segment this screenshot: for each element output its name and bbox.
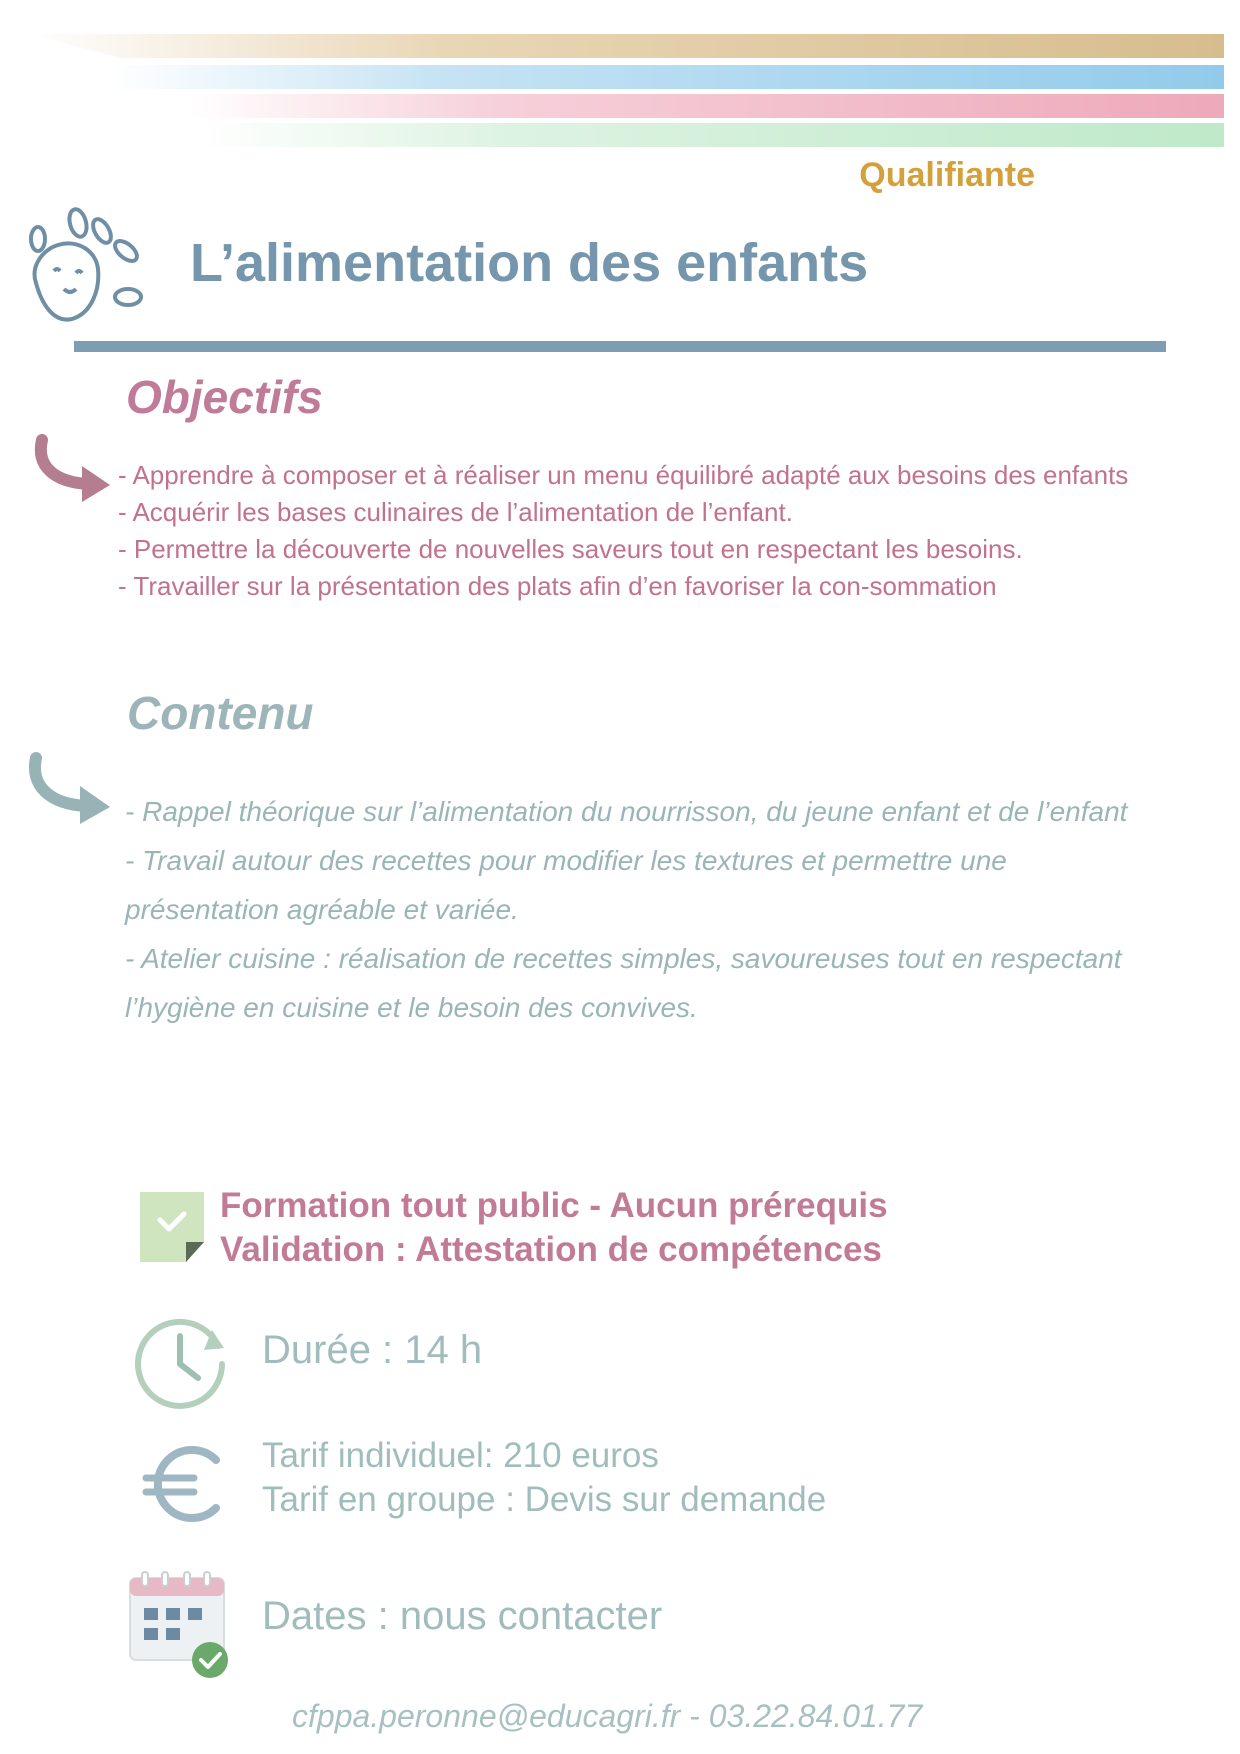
list-item: - Acquérir les bases culinaires de l’alimentation de l’enfant. [118, 497, 793, 527]
stripe-green [200, 123, 1224, 147]
arrow-pink-icon [34, 436, 114, 506]
section-heading-objectifs: Objectifs [126, 371, 323, 423]
euro-icon [142, 1444, 226, 1524]
group-price: Tarif en groupe : Devis sur demande [262, 1480, 827, 1519]
list-item: - Rappel théorique sur l’alimentation du nourrisson, du jeune enfant et de l’enfant [125, 796, 1128, 827]
arrow-grey-icon [30, 754, 114, 828]
section-heading-contenu: Contenu [127, 687, 314, 739]
duration-text: Durée : 14 h [262, 1328, 483, 1372]
page-title: L’alimentation des enfants [190, 233, 869, 293]
list-item: - Permettre la découverte de nouvelles saveurs tout en respectant les besoins. [118, 534, 1023, 564]
objectifs-list [118, 457, 1168, 605]
dates-text: Dates : nous contacter [262, 1594, 663, 1638]
public-text: Formation tout public - Aucun prérequis [220, 1186, 888, 1225]
training-info [220, 1184, 888, 1272]
contact-info: cfppa.peronne@educagri.fr - 03.22.84.01.77 [292, 1698, 923, 1734]
individual-price: Tarif individuel: 210 euros [262, 1436, 659, 1475]
level-badge: Qualifiante [859, 156, 1035, 194]
list-item: - Travail autour des recettes pour modifier les textures et permettre une présentation agréable et variée. [125, 845, 1007, 925]
validation-text: Validation : Attestation de compétences [220, 1230, 882, 1269]
clock-icon [134, 1312, 230, 1408]
title-divider [74, 341, 1166, 352]
stripe-gold [26, 34, 1224, 58]
calendar-icon [128, 1570, 236, 1680]
list-item: - Atelier cuisine : réalisation de recettes simples, savoureuses tout en respectant l’hygiène en cuisine et le besoin des convives. [125, 943, 1122, 1023]
hand-print-icon [26, 205, 146, 325]
checklist-icon [138, 1190, 206, 1264]
stripe-blue [110, 65, 1224, 89]
list-item: - Travailler sur la présentation des plats afin d’en favoriser la con-sommation [118, 571, 997, 601]
stripe-pink [190, 94, 1224, 118]
contenu-list [125, 787, 1165, 1032]
list-item: - Apprendre à composer et à réaliser un menu équilibré adapté aux besoins des enfants [118, 460, 1129, 490]
pricing [262, 1434, 826, 1522]
